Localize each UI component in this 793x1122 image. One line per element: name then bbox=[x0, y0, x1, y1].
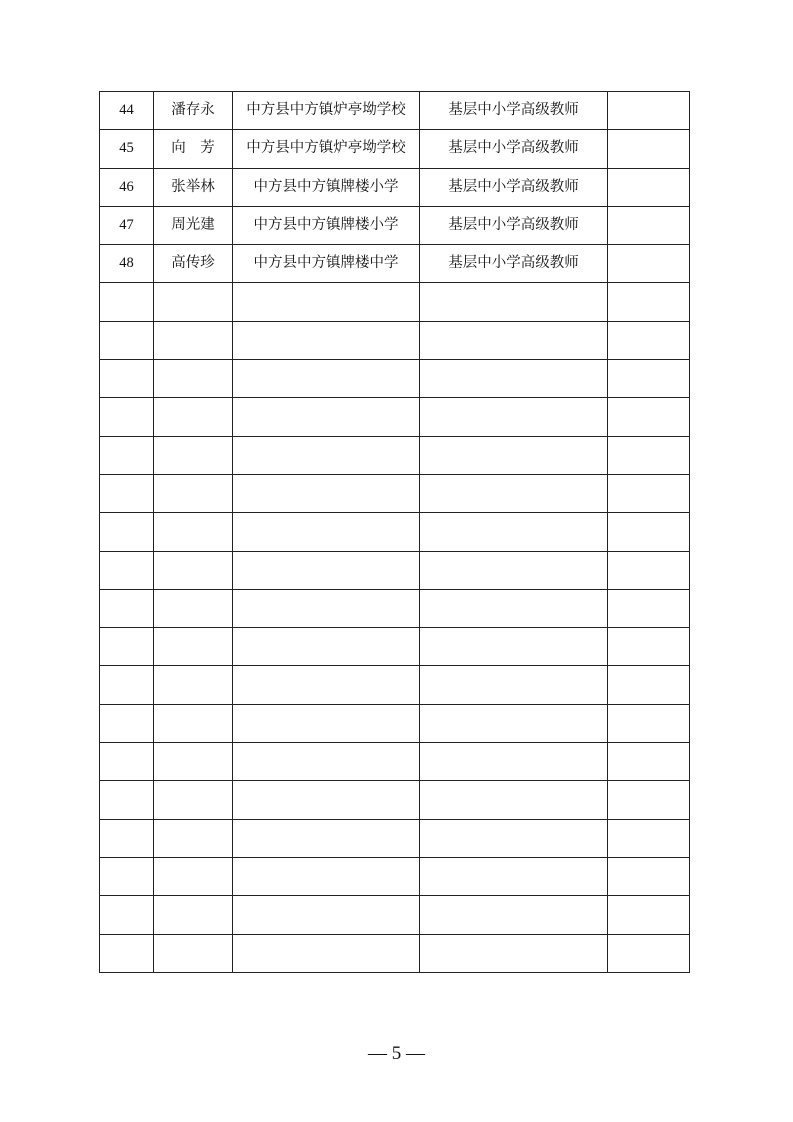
school-name bbox=[233, 934, 420, 972]
teacher-name bbox=[154, 589, 233, 627]
school-name: 中方县中方镇牌楼小学 bbox=[233, 168, 420, 206]
teacher-name bbox=[154, 551, 233, 589]
professional-title bbox=[420, 398, 608, 436]
professional-title bbox=[420, 360, 608, 398]
school-name bbox=[233, 321, 420, 359]
empty-table-row bbox=[100, 360, 690, 398]
row-number bbox=[100, 398, 154, 436]
table-row bbox=[100, 168, 690, 206]
row-number: 47 bbox=[100, 206, 154, 244]
professional-title bbox=[420, 704, 608, 742]
teacher-name bbox=[154, 321, 233, 359]
teacher-name bbox=[154, 628, 233, 666]
teacher-name bbox=[154, 474, 233, 512]
remarks-cell bbox=[608, 92, 690, 130]
remarks-cell bbox=[608, 360, 690, 398]
empty-table-row bbox=[100, 934, 690, 972]
school-name bbox=[233, 551, 420, 589]
row-number bbox=[100, 666, 154, 704]
row-number bbox=[100, 819, 154, 857]
professional-title bbox=[420, 321, 608, 359]
teacher-name bbox=[154, 743, 233, 781]
school-name bbox=[233, 857, 420, 895]
remarks-cell bbox=[608, 743, 690, 781]
remarks-cell bbox=[608, 474, 690, 512]
remarks-cell bbox=[608, 206, 690, 244]
row-number bbox=[100, 857, 154, 895]
remarks-cell bbox=[608, 513, 690, 551]
empty-table-row bbox=[100, 474, 690, 512]
teacher-name bbox=[154, 666, 233, 704]
professional-title bbox=[420, 513, 608, 551]
teacher-name bbox=[154, 513, 233, 551]
remarks-cell bbox=[608, 857, 690, 895]
empty-table-row bbox=[100, 819, 690, 857]
school-name bbox=[233, 666, 420, 704]
row-number: 44 bbox=[100, 92, 154, 130]
professional-title bbox=[420, 819, 608, 857]
school-name bbox=[233, 283, 420, 321]
teacher-name bbox=[154, 896, 233, 934]
school-name bbox=[233, 436, 420, 474]
row-number bbox=[100, 934, 154, 972]
professional-title bbox=[420, 589, 608, 627]
teacher-name bbox=[154, 781, 233, 819]
professional-title bbox=[420, 857, 608, 895]
school-name: 中方县中方镇炉亭坳学校 bbox=[233, 130, 420, 168]
school-name: 中方县中方镇牌楼中学 bbox=[233, 245, 420, 283]
school-name bbox=[233, 360, 420, 398]
empty-table-row bbox=[100, 283, 690, 321]
professional-title: 基层中小学高级教师 bbox=[420, 92, 608, 130]
school-name bbox=[233, 743, 420, 781]
professional-title bbox=[420, 551, 608, 589]
remarks-cell bbox=[608, 704, 690, 742]
teacher-name bbox=[154, 283, 233, 321]
row-number bbox=[100, 589, 154, 627]
professional-title bbox=[420, 283, 608, 321]
table-row bbox=[100, 92, 690, 130]
teacher-name bbox=[154, 436, 233, 474]
professional-title bbox=[420, 781, 608, 819]
teacher-name: 向 芳 bbox=[154, 130, 233, 168]
teacher-name bbox=[154, 360, 233, 398]
remarks-cell bbox=[608, 551, 690, 589]
teacher-name: 潘存永 bbox=[154, 92, 233, 130]
row-number bbox=[100, 360, 154, 398]
school-name bbox=[233, 474, 420, 512]
professional-title: 基层中小学高级教师 bbox=[420, 130, 608, 168]
professional-title bbox=[420, 474, 608, 512]
professional-title bbox=[420, 896, 608, 934]
school-name bbox=[233, 896, 420, 934]
row-number bbox=[100, 743, 154, 781]
empty-table-row bbox=[100, 551, 690, 589]
remarks-cell bbox=[608, 168, 690, 206]
table-row bbox=[100, 206, 690, 244]
remarks-cell bbox=[608, 245, 690, 283]
empty-table-row bbox=[100, 666, 690, 704]
remarks-cell bbox=[608, 666, 690, 704]
empty-table-row bbox=[100, 589, 690, 627]
row-number bbox=[100, 321, 154, 359]
school-name bbox=[233, 513, 420, 551]
row-number bbox=[100, 436, 154, 474]
teacher-name: 周光建 bbox=[154, 206, 233, 244]
school-name bbox=[233, 398, 420, 436]
school-name bbox=[233, 589, 420, 627]
teacher-name bbox=[154, 934, 233, 972]
row-number bbox=[100, 704, 154, 742]
empty-table-row bbox=[100, 321, 690, 359]
row-number bbox=[100, 474, 154, 512]
row-number: 46 bbox=[100, 168, 154, 206]
row-number bbox=[100, 551, 154, 589]
school-name bbox=[233, 704, 420, 742]
remarks-cell bbox=[608, 436, 690, 474]
row-number bbox=[100, 513, 154, 551]
professional-title bbox=[420, 628, 608, 666]
remarks-cell bbox=[608, 398, 690, 436]
teacher-name bbox=[154, 819, 233, 857]
remarks-cell bbox=[608, 819, 690, 857]
row-number bbox=[100, 781, 154, 819]
remarks-cell bbox=[608, 934, 690, 972]
professional-title bbox=[420, 743, 608, 781]
table-row bbox=[100, 245, 690, 283]
page-number: — 5 — bbox=[368, 1043, 425, 1064]
school-name bbox=[233, 781, 420, 819]
remarks-cell bbox=[608, 781, 690, 819]
empty-table-row bbox=[100, 398, 690, 436]
professional-title bbox=[420, 666, 608, 704]
empty-table-row bbox=[100, 743, 690, 781]
row-number bbox=[100, 283, 154, 321]
teacher-list-body bbox=[100, 92, 690, 973]
teacher-name bbox=[154, 398, 233, 436]
remarks-cell bbox=[608, 589, 690, 627]
professional-title bbox=[420, 436, 608, 474]
remarks-cell bbox=[608, 130, 690, 168]
professional-title: 基层中小学高级教师 bbox=[420, 168, 608, 206]
school-name bbox=[233, 819, 420, 857]
row-number: 48 bbox=[100, 245, 154, 283]
teacher-name: 张举林 bbox=[154, 168, 233, 206]
remarks-cell bbox=[608, 321, 690, 359]
teacher-name bbox=[154, 857, 233, 895]
empty-table-row bbox=[100, 436, 690, 474]
remarks-cell bbox=[608, 628, 690, 666]
remarks-cell bbox=[608, 283, 690, 321]
row-number bbox=[100, 628, 154, 666]
empty-table-row bbox=[100, 628, 690, 666]
empty-table-row bbox=[100, 704, 690, 742]
table-row bbox=[100, 130, 690, 168]
school-name: 中方县中方镇炉亭坳学校 bbox=[233, 92, 420, 130]
empty-table-row bbox=[100, 781, 690, 819]
school-name: 中方县中方镇牌楼小学 bbox=[233, 206, 420, 244]
professional-title: 基层中小学高级教师 bbox=[420, 245, 608, 283]
empty-table-row bbox=[100, 857, 690, 895]
remarks-cell bbox=[608, 896, 690, 934]
row-number bbox=[100, 896, 154, 934]
school-name bbox=[233, 628, 420, 666]
teacher-list-table bbox=[99, 91, 690, 973]
empty-table-row bbox=[100, 896, 690, 934]
professional-title: 基层中小学高级教师 bbox=[420, 206, 608, 244]
professional-title bbox=[420, 934, 608, 972]
teacher-name bbox=[154, 704, 233, 742]
empty-table-row bbox=[100, 513, 690, 551]
teacher-name: 高传珍 bbox=[154, 245, 233, 283]
row-number: 45 bbox=[100, 130, 154, 168]
